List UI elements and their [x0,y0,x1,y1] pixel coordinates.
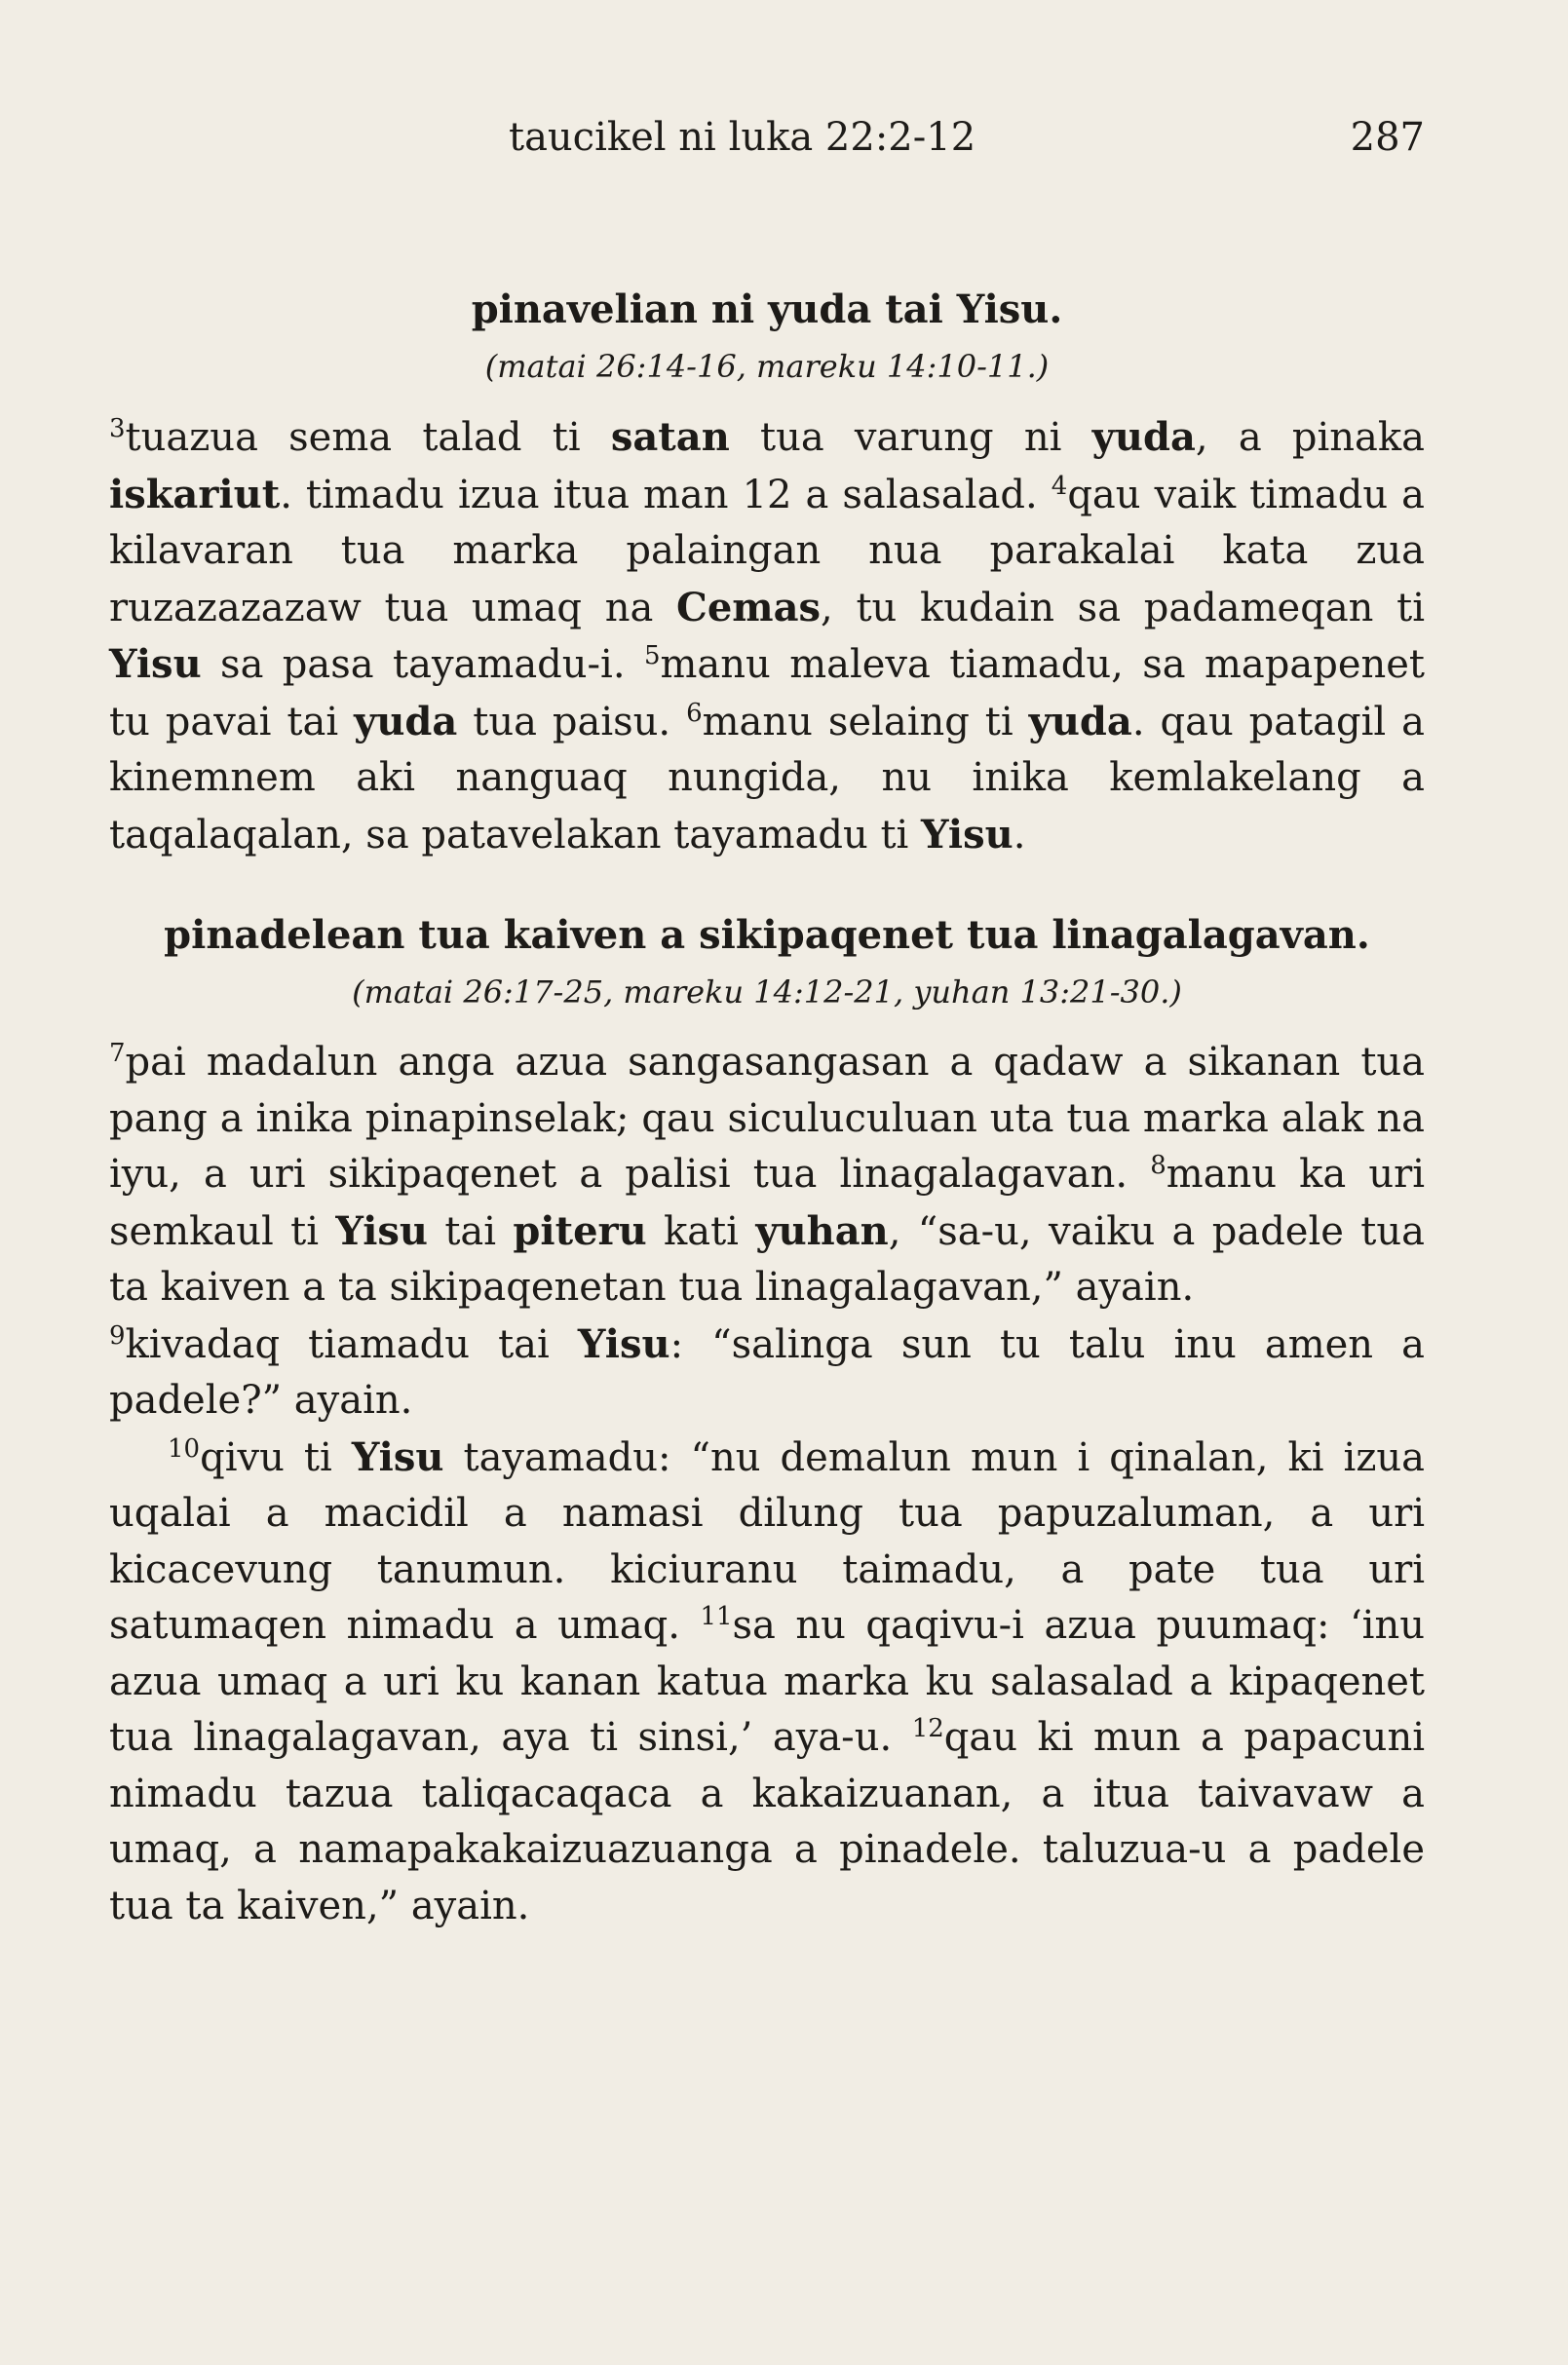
verse-paragraph [109,409,1425,863]
verse-number: 5 [643,641,661,670]
verse-text: manu selaing ti [702,699,1029,744]
verse-number: 7 [109,1039,126,1068]
verse-text: pai madalun anga azua sangasangasan a qadaw a sikanan tua pang a inika pinapinselak; qau siculuculuan uta tua marka alak na iyu, a uri sikipaqenet a palisi tua linagalagavan. [109,1040,1425,1197]
verse-number: 3 [109,414,126,443]
verse-text: . timadu izua itua man 12 a salasalad. [280,472,1052,517]
verse-paragraph [109,1316,1425,1430]
parallel-reference: (matai 26:14-16, mareku 14:10-11.) [484,348,1050,385]
verse-text: qau vaik timadu a kilavaran tua marka palaingan nua parakalai kata zua ruzazazazaw tua umaq na [109,472,1425,630]
running-title: taucikel ni luka 22:2-12 [509,115,976,160]
verse-number: 11 [700,1602,733,1631]
bold-name: satan [610,414,730,460]
verse-number: 8 [1150,1151,1166,1180]
verse-text: , a pinaka [1195,415,1425,460]
verse-text: sa pasa tayamadu-i. [201,642,644,687]
verse-text: tua varung ni [729,415,1092,460]
bold-name: Yisu [921,811,1013,858]
verse-number: 9 [109,1320,126,1351]
verse-text: kati [646,1208,756,1254]
bold-name: Yisu [109,641,202,687]
bold-name: Yisu [335,1207,428,1254]
verse-text: sa nu qaqivu-i azua puumaq: ‘inu azua umaq a uri ku kanan katua marka ku salasalad a kipaqenet tua linagalagavan, aya ti sinsi,’ aya-u. [109,1603,1425,1760]
book-page [109,107,1425,1934]
bold-name: Cemas [676,584,822,630]
verse-number: 4 [1051,471,1068,501]
bold-name: iskariut [109,471,281,517]
verse-text: manu maleva tiamadu, sa mapapenet tu pavai tai [109,642,1425,744]
verse-text: , “sa-u, vaiku a padele tua ta kaiven a ta sikipaqenetan tua linagalagavan,” ayain. [109,1208,1425,1310]
verse-text: : “salinga sun tu talu inu amen a padele?” ayain. [109,1321,1426,1423]
verse-number: 6 [686,698,703,728]
bold-name: piteru [513,1207,647,1254]
bold-name: yuhan [755,1207,889,1254]
verse-text: tai [428,1208,514,1254]
verse-text: , tu kudain sa padameqan ti [821,585,1425,630]
page-number: 287 [1350,115,1425,160]
verse-number: 12 [911,1714,944,1743]
bold-name: yuda [1028,698,1132,744]
section-title: pinavelian ni yuda tai Yisu. [471,286,1063,332]
verse-text: tua paisu. [457,699,687,744]
verse-text: . qau patagil a kinemnem aki nanguaq nungida, nu inika kemlakelang a taqalaqalan, sa patavelakan tayamadu ti [109,699,1426,858]
verse-text: qau ki mun a papacuni nimadu tazua taliqacaqaca a kakaizuanan, a itua taivavaw a umaq, a namapakakaizuazuanga a pinadele. taluzua-u a padele tua ta kaiven,” ayain. [109,1715,1425,1928]
bold-name: Yisu [577,1320,670,1367]
verse-text: tayamadu: “nu demalun mun i qinalan, ki izua uqalai a macidil a namasi dilung tua papuzaluman, a uri kicacevung tanumun. kiciuranu taimadu, a pate tua uri satumaqen nimadu a umaq. [109,1434,1425,1648]
verse-paragraph [109,1430,1425,1935]
bold-name: yuda [354,698,458,744]
main-text [109,283,1425,1934]
verse-text: kivadaq tiamadu tai [125,1321,578,1367]
verse-number: 10 [168,1433,201,1464]
verse-text: qivu ti [200,1434,352,1480]
bold-name: Yisu [351,1433,444,1480]
verse-text: tuazua sema talad ti [125,415,611,460]
running-header [109,107,1425,175]
verse-text: . [1013,812,1026,858]
verse-text: manu ka uri semkaul ti [109,1152,1425,1254]
bold-name: yuda [1091,414,1196,460]
section-title: pinadelean tua kaiven a sikipaqenet tua linagalagavan. [164,912,1370,958]
parallel-reference: (matai 26:17-25, mareku 14:12-21, yuhan 13:21-30.) [352,973,1182,1011]
verse-paragraph [109,1035,1425,1316]
